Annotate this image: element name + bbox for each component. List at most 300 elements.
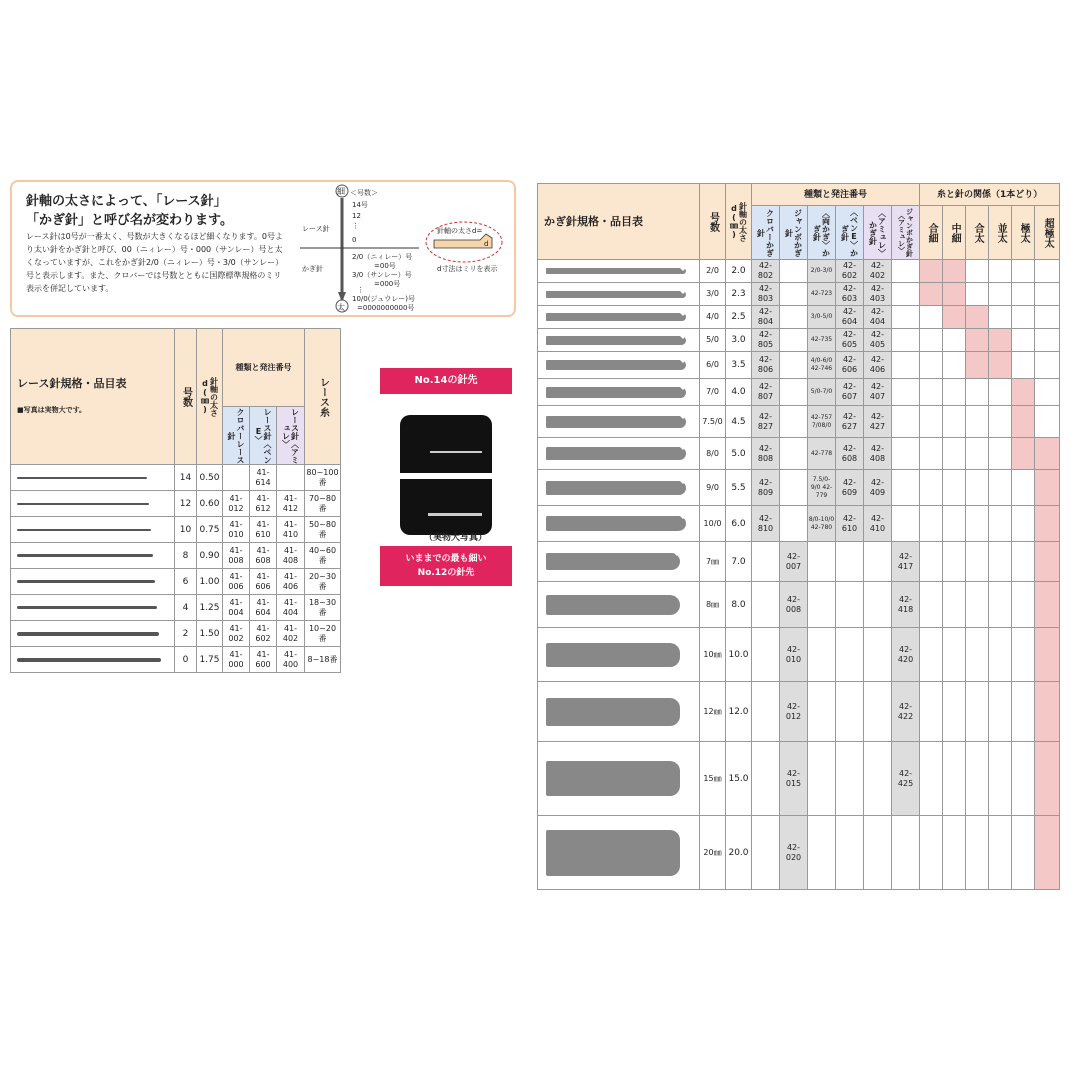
lace-shaft: 1.00 <box>197 569 223 595</box>
hook-needle-image <box>538 379 700 406</box>
hook-clover-code: 42-804 <box>752 306 780 329</box>
lace-clover-code: 41-002 <box>223 621 250 647</box>
hook-pene-code: 42-607 <box>836 379 864 406</box>
hook-amure-code <box>864 628 892 682</box>
yarn-relation-cell <box>1035 260 1060 283</box>
lace-header-pene: レース針〈ペンE〉 <box>250 407 277 465</box>
hook-jamure-code <box>892 406 920 438</box>
yarn-relation-cell <box>943 260 966 283</box>
hook-jamure-code: 42-418 <box>892 582 920 628</box>
yarn-relation-cell <box>989 352 1012 379</box>
hook-number: 2/0 <box>700 260 726 283</box>
hook-amure-code <box>864 742 892 816</box>
hook-needle-image <box>538 628 700 682</box>
hook-double-code: 42-757 7/08/0 <box>808 406 836 438</box>
yarn-relation-cell <box>989 283 1012 306</box>
hook-pene-code <box>836 742 864 816</box>
yarn-relation-cell <box>943 816 966 890</box>
yarn-relation-cell <box>966 742 989 816</box>
yarn-aibuto: 合太 <box>966 206 989 260</box>
yarn-relation-cell <box>1035 542 1060 582</box>
hook-number: 10㎜ <box>700 628 726 682</box>
yarn-relation-cell <box>920 329 943 352</box>
no14-tip-label: No.14の針先 <box>380 368 512 394</box>
info-box <box>10 180 516 317</box>
yarn-relation-cell <box>1012 438 1035 470</box>
lace-shaft: 0.90 <box>197 543 223 569</box>
hook-shaft: 7.0 <box>726 542 752 582</box>
hook-needle-image <box>538 742 700 816</box>
hook-pene-code: 42-606 <box>836 352 864 379</box>
yarn-relation-cell <box>1012 816 1035 890</box>
hook-needle-image <box>538 438 700 470</box>
hook-jumbo-code <box>780 438 808 470</box>
scale-3-0: 3/0（サンレー）号 <box>352 271 412 279</box>
yarn-relation-cell <box>1012 283 1035 306</box>
hook-jumbo-code <box>780 306 808 329</box>
hook-shaft: 3.5 <box>726 352 752 379</box>
lace-clover-code <box>223 465 250 491</box>
hook-jumbo-code: 42-012 <box>780 682 808 742</box>
hook-number: 15㎜ <box>700 742 726 816</box>
lace-amure-code: 41-402 <box>277 621 305 647</box>
hook-clover-code: 42-805 <box>752 329 780 352</box>
hook-needle-image <box>538 283 700 306</box>
hook-needle-image <box>538 816 700 890</box>
yarn-relation-cell <box>989 506 1012 542</box>
lace-header-kinds: 種類と発注番号 <box>223 329 305 407</box>
hook-jumbo-code: 42-015 <box>780 742 808 816</box>
lace-clover-code: 41-008 <box>223 543 250 569</box>
lace-yarn: 18~30番 <box>305 595 341 621</box>
hook-shaft: 2.0 <box>726 260 752 283</box>
hook-amure-code: 42-406 <box>864 352 892 379</box>
hook-jumbo-code <box>780 470 808 506</box>
yarn-relation-cell <box>966 628 989 682</box>
lace-yarn: 8~18番 <box>305 647 341 673</box>
hook-clover-code: 42-809 <box>752 470 780 506</box>
hook-number: 5/0 <box>700 329 726 352</box>
hook-double-code: 4/0-6/0 42-746 <box>808 352 836 379</box>
hook-shaft: 15.0 <box>726 742 752 816</box>
hook-needle-image <box>538 682 700 742</box>
lace-amure-code: 41-412 <box>277 491 305 517</box>
hook-pene-code: 42-603 <box>836 283 864 306</box>
lace-table-row <box>11 543 341 569</box>
yarn-relation-cell <box>920 438 943 470</box>
lace-header-shaft: 針軸の太さd(㎜) <box>197 329 223 465</box>
hook-needle-image <box>538 260 700 283</box>
hook-double-code: 42-723 <box>808 283 836 306</box>
hook-header-double: 〈両かぎ〉かぎ針 <box>808 206 836 260</box>
hook-shaft: 20.0 <box>726 816 752 890</box>
yarn-relation-cell <box>989 329 1012 352</box>
lace-table-title: レース針規格・品目表 ■写真は実物大です。 <box>11 329 175 465</box>
hook-number: 12㎜ <box>700 682 726 742</box>
hook-jumbo-code: 42-008 <box>780 582 808 628</box>
yarn-relation-cell <box>966 542 989 582</box>
yarn-relation-cell <box>966 306 989 329</box>
hook-double-code: 42-778 <box>808 438 836 470</box>
hook-amure-code: 42-408 <box>864 438 892 470</box>
yarn-relation-cell <box>989 406 1012 438</box>
yarn-relation-cell <box>1012 542 1035 582</box>
lace-needle-image <box>11 465 175 491</box>
hook-double-code: 2/0-3/0 <box>808 260 836 283</box>
hook-table-row <box>538 406 1060 438</box>
yarn-relation-cell <box>989 470 1012 506</box>
yarn-chogokubuto: 超極太 <box>1035 206 1060 260</box>
hook-number: 9/0 <box>700 470 726 506</box>
lace-shaft: 0.60 <box>197 491 223 517</box>
hook-needle-image <box>538 506 700 542</box>
hook-clover-code: 42-803 <box>752 283 780 306</box>
hook-clover-code: 42-827 <box>752 406 780 438</box>
yarn-relation-cell <box>1012 582 1035 628</box>
lace-needle-image <box>11 491 175 517</box>
hook-table-row <box>538 470 1060 506</box>
scale-dots: ⋮ <box>352 222 359 230</box>
hook-double-code <box>808 542 836 582</box>
yarn-relation-cell <box>989 742 1012 816</box>
hook-jamure-code <box>892 506 920 542</box>
lace-clover-code: 41-000 <box>223 647 250 673</box>
hook-jumbo-code <box>780 329 808 352</box>
hook-double-code <box>808 682 836 742</box>
yarn-relation-cell <box>1012 406 1035 438</box>
hook-double-code: 42-735 <box>808 329 836 352</box>
yarn-relation-cell <box>1035 406 1060 438</box>
scale-dots-2: ⋮ <box>357 286 364 294</box>
hook-shaft: 12.0 <box>726 682 752 742</box>
hook-clover-code: 42-807 <box>752 379 780 406</box>
lace-clover-code: 41-006 <box>223 569 250 595</box>
yarn-relation-cell <box>1035 682 1060 742</box>
lace-clover-code: 41-012 <box>223 491 250 517</box>
yarn-relation-cell <box>920 352 943 379</box>
yarn-relation-cell <box>1035 283 1060 306</box>
hook-needle-image <box>538 582 700 628</box>
thick-mark: 太 <box>337 303 345 312</box>
lace-table-row <box>11 517 341 543</box>
hook-shaft: 4.0 <box>726 379 752 406</box>
yarn-relation-cell <box>943 438 966 470</box>
scale-10-0: 10/0(ジュウレー)号 <box>352 295 416 303</box>
hook-clover-code <box>752 542 780 582</box>
hook-table-row <box>538 352 1060 379</box>
hook-jumbo-code <box>780 406 808 438</box>
yarn-relation-cell <box>1012 470 1035 506</box>
yarn-relation-cell <box>943 406 966 438</box>
yarn-relation-cell <box>920 306 943 329</box>
hook-amure-code: 42-402 <box>864 260 892 283</box>
yarn-relation-cell <box>943 283 966 306</box>
hook-jumbo-code <box>780 352 808 379</box>
hook-pene-code: 42-604 <box>836 306 864 329</box>
photo-image <box>400 415 492 535</box>
yarn-relation-cell <box>989 306 1012 329</box>
yarn-relation-cell <box>1012 260 1035 283</box>
yarn-relation-cell <box>989 682 1012 742</box>
yarn-relation-cell <box>943 506 966 542</box>
lace-amure-code: 41-406 <box>277 569 305 595</box>
hook-jamure-code: 42-420 <box>892 628 920 682</box>
lace-header-number: 号数 <box>175 329 197 465</box>
hook-number: 8/0 <box>700 438 726 470</box>
lace-needle-image <box>11 517 175 543</box>
info-heading-2: 「かぎ針」と呼び名が変わります。 <box>26 213 233 228</box>
yarn-relation-cell <box>1012 682 1035 742</box>
yarn-relation-cell <box>989 628 1012 682</box>
yarn-relation-cell <box>920 406 943 438</box>
lace-pene-code: 41-614 <box>250 465 277 491</box>
hook-jumbo-code <box>780 283 808 306</box>
hook-amure-code: 42-409 <box>864 470 892 506</box>
yarn-relation-cell <box>1035 438 1060 470</box>
hook-jamure-code <box>892 816 920 890</box>
d-note: d寸法はミリを表示 <box>437 265 498 273</box>
hook-number: 3/0 <box>700 283 726 306</box>
lace-amure-code <box>277 465 305 491</box>
hook-header-amure: 〈アミュレ〉かぎ針 <box>864 206 892 260</box>
hook-amure-code <box>864 816 892 890</box>
hook-header-relation: 糸と針の関係（1本どり） <box>920 184 1060 206</box>
scale-12: 12 <box>352 212 361 220</box>
hook-shaft: 10.0 <box>726 628 752 682</box>
yarn-aibo: 合細 <box>920 206 943 260</box>
lace-table-row <box>11 491 341 517</box>
hook-number: 8㎜ <box>700 582 726 628</box>
hook-double-code: 3/0-5/0 <box>808 306 836 329</box>
hook-table-row <box>538 329 1060 352</box>
yarn-relation-cell <box>966 329 989 352</box>
hook-shaft: 5.0 <box>726 438 752 470</box>
lace-needle-table <box>10 328 341 673</box>
yarn-relation-cell <box>1012 628 1035 682</box>
yarn-relation-cell <box>920 582 943 628</box>
hook-pene-code <box>836 682 864 742</box>
yarn-relation-cell <box>943 682 966 742</box>
yarn-relation-cell <box>920 542 943 582</box>
yarn-relation-cell <box>943 542 966 582</box>
hook-table-row <box>538 306 1060 329</box>
hook-double-code <box>808 582 836 628</box>
yarn-relation-cell <box>989 438 1012 470</box>
yarn-relation-cell <box>943 306 966 329</box>
lace-pene-code: 41-610 <box>250 517 277 543</box>
yarn-relation-cell <box>966 506 989 542</box>
hook-clover-code: 42-806 <box>752 352 780 379</box>
yarn-relation-cell <box>1012 506 1035 542</box>
hook-pene-code: 42-609 <box>836 470 864 506</box>
hook-jamure-code: 42-422 <box>892 682 920 742</box>
yarn-relation-cell <box>966 438 989 470</box>
hook-jumbo-code <box>780 379 808 406</box>
hook-header-clover: クロバーかぎ針 <box>752 206 780 260</box>
hook-pene-code <box>836 816 864 890</box>
hook-table-row <box>538 438 1060 470</box>
hook-table-row <box>538 682 1060 742</box>
hook-needle-image <box>538 406 700 438</box>
lace-needle-label: レース針 <box>302 225 330 233</box>
hook-jamure-code <box>892 379 920 406</box>
hook-table-row <box>538 628 1060 682</box>
lace-number: 12 <box>175 491 197 517</box>
hook-number: 10/0 <box>700 506 726 542</box>
yarn-relation-cell <box>989 260 1012 283</box>
lace-number: 8 <box>175 543 197 569</box>
lace-shaft: 1.25 <box>197 595 223 621</box>
lace-number: 14 <box>175 465 197 491</box>
hook-needle-image <box>538 352 700 379</box>
lace-amure-code: 41-400 <box>277 647 305 673</box>
lace-table-row <box>11 621 341 647</box>
yarn-relation-cell <box>1035 352 1060 379</box>
yarn-relation-cell <box>1012 306 1035 329</box>
hook-needle-image <box>538 329 700 352</box>
yarn-relation-cell <box>989 816 1012 890</box>
yarn-relation-cell <box>1012 742 1035 816</box>
hook-clover-code <box>752 816 780 890</box>
yarn-relation-cell <box>943 582 966 628</box>
hook-needle-image <box>538 306 700 329</box>
hook-pene-code: 42-608 <box>836 438 864 470</box>
hook-double-code: 5/0-7/0 <box>808 379 836 406</box>
hook-needle-image <box>538 542 700 582</box>
hook-number: 20㎜ <box>700 816 726 890</box>
lace-needle-image <box>11 595 175 621</box>
lace-amure-code: 41-408 <box>277 543 305 569</box>
yarn-namibuto: 並太 <box>989 206 1012 260</box>
yarn-relation-cell <box>920 628 943 682</box>
hook-table-row <box>538 283 1060 306</box>
hook-jamure-code <box>892 260 920 283</box>
yarn-relation-cell <box>989 582 1012 628</box>
yarn-relation-cell <box>966 682 989 742</box>
hook-pene-code: 42-627 <box>836 406 864 438</box>
hook-amure-code: 42-403 <box>864 283 892 306</box>
lace-yarn: 70~80番 <box>305 491 341 517</box>
hook-double-code <box>808 816 836 890</box>
yarn-relation-cell <box>1012 329 1035 352</box>
hook-pene-code: 42-605 <box>836 329 864 352</box>
yarn-chubo: 中細 <box>943 206 966 260</box>
lace-number: 6 <box>175 569 197 595</box>
lace-header-clover: クロバーレース針 <box>223 407 250 465</box>
hook-shaft: 5.5 <box>726 470 752 506</box>
hook-shaft: 4.5 <box>726 406 752 438</box>
shaft-label: 針軸の太さd= <box>437 227 483 235</box>
yarn-relation-cell <box>920 506 943 542</box>
hook-number: 7/0 <box>700 379 726 406</box>
yarn-relation-cell <box>920 260 943 283</box>
lace-yarn: 50~80番 <box>305 517 341 543</box>
lace-shaft: 0.75 <box>197 517 223 543</box>
hook-table-title: かぎ針規格・品目表 <box>538 184 700 260</box>
yarn-relation-cell <box>943 742 966 816</box>
hook-jumbo-code: 42-020 <box>780 816 808 890</box>
yarn-relation-cell <box>1035 506 1060 542</box>
hook-double-code: 7.5/0-9/0 42-779 <box>808 470 836 506</box>
lace-yarn: 40~60番 <box>305 543 341 569</box>
hook-number: 4/0 <box>700 306 726 329</box>
yarn-relation-cell <box>943 628 966 682</box>
yarn-relation-cell <box>943 352 966 379</box>
hook-clover-code <box>752 742 780 816</box>
hook-amure-code <box>864 542 892 582</box>
hook-amure-code: 42-405 <box>864 329 892 352</box>
hook-header-jumbo-amure: ジャンボかぎ針〈アミュレ〉 <box>892 206 920 260</box>
yarn-relation-cell <box>966 816 989 890</box>
hook-header-pene: 〈ペンE〉かぎ針 <box>836 206 864 260</box>
hook-pene-code <box>836 582 864 628</box>
yarn-relation-cell <box>1035 816 1060 890</box>
yarn-relation-cell <box>966 406 989 438</box>
hook-jamure-code <box>892 306 920 329</box>
hook-double-code <box>808 628 836 682</box>
hook-jamure-code <box>892 283 920 306</box>
hook-amure-code: 42-427 <box>864 406 892 438</box>
scale-14: 14号 <box>352 201 368 209</box>
yarn-relation-cell <box>920 283 943 306</box>
hook-double-code: 8/0-10/0 42-780 <box>808 506 836 542</box>
yarn-relation-cell <box>943 470 966 506</box>
hook-jamure-code: 42-417 <box>892 542 920 582</box>
fine-mark: 細 <box>337 187 345 196</box>
hook-header-number: 号数 <box>700 184 726 260</box>
hook-needle-image <box>538 470 700 506</box>
hook-clover-code: 42-802 <box>752 260 780 283</box>
yarn-relation-cell <box>1012 379 1035 406</box>
yarn-relation-cell <box>966 470 989 506</box>
hook-amure-code: 42-407 <box>864 379 892 406</box>
hook-table-row <box>538 742 1060 816</box>
lace-amure-code: 41-410 <box>277 517 305 543</box>
hook-table-row <box>538 379 1060 406</box>
hook-table-row <box>538 260 1060 283</box>
hook-header-jumbo: ジャンボかぎ針 <box>780 206 808 260</box>
lace-needle-image <box>11 569 175 595</box>
yarn-relation-cell <box>966 352 989 379</box>
hook-table-row <box>538 582 1060 628</box>
no12-tip-label: いままでの最も細い No.12の針先 <box>380 546 512 586</box>
hook-header-shaft: 針軸の太さd(㎜) <box>726 184 752 260</box>
yarn-relation-cell <box>920 470 943 506</box>
hook-clover-code <box>752 628 780 682</box>
lace-yarn: 80~100番 <box>305 465 341 491</box>
lace-table-row <box>11 647 341 673</box>
hook-clover-code <box>752 582 780 628</box>
lace-pene-code: 41-608 <box>250 543 277 569</box>
lace-needle-image <box>11 647 175 673</box>
hook-pene-code: 42-610 <box>836 506 864 542</box>
hook-amure-code <box>864 582 892 628</box>
lace-pene-code: 41-606 <box>250 569 277 595</box>
hook-number: 7㎜ <box>700 542 726 582</box>
yarn-relation-cell <box>1035 582 1060 628</box>
hook-table-row <box>538 506 1060 542</box>
photo-caption: （実物大写真） <box>424 533 488 543</box>
hook-clover-code: 42-810 <box>752 506 780 542</box>
hook-jamure-code <box>892 438 920 470</box>
lace-number: 2 <box>175 621 197 647</box>
yarn-relation-cell <box>920 379 943 406</box>
hook-number: 7.5/0 <box>700 406 726 438</box>
lace-pene-code: 41-600 <box>250 647 277 673</box>
lace-shaft: 1.50 <box>197 621 223 647</box>
lace-shaft: 1.75 <box>197 647 223 673</box>
hook-header-kinds: 種類と発注番号 <box>752 184 920 206</box>
